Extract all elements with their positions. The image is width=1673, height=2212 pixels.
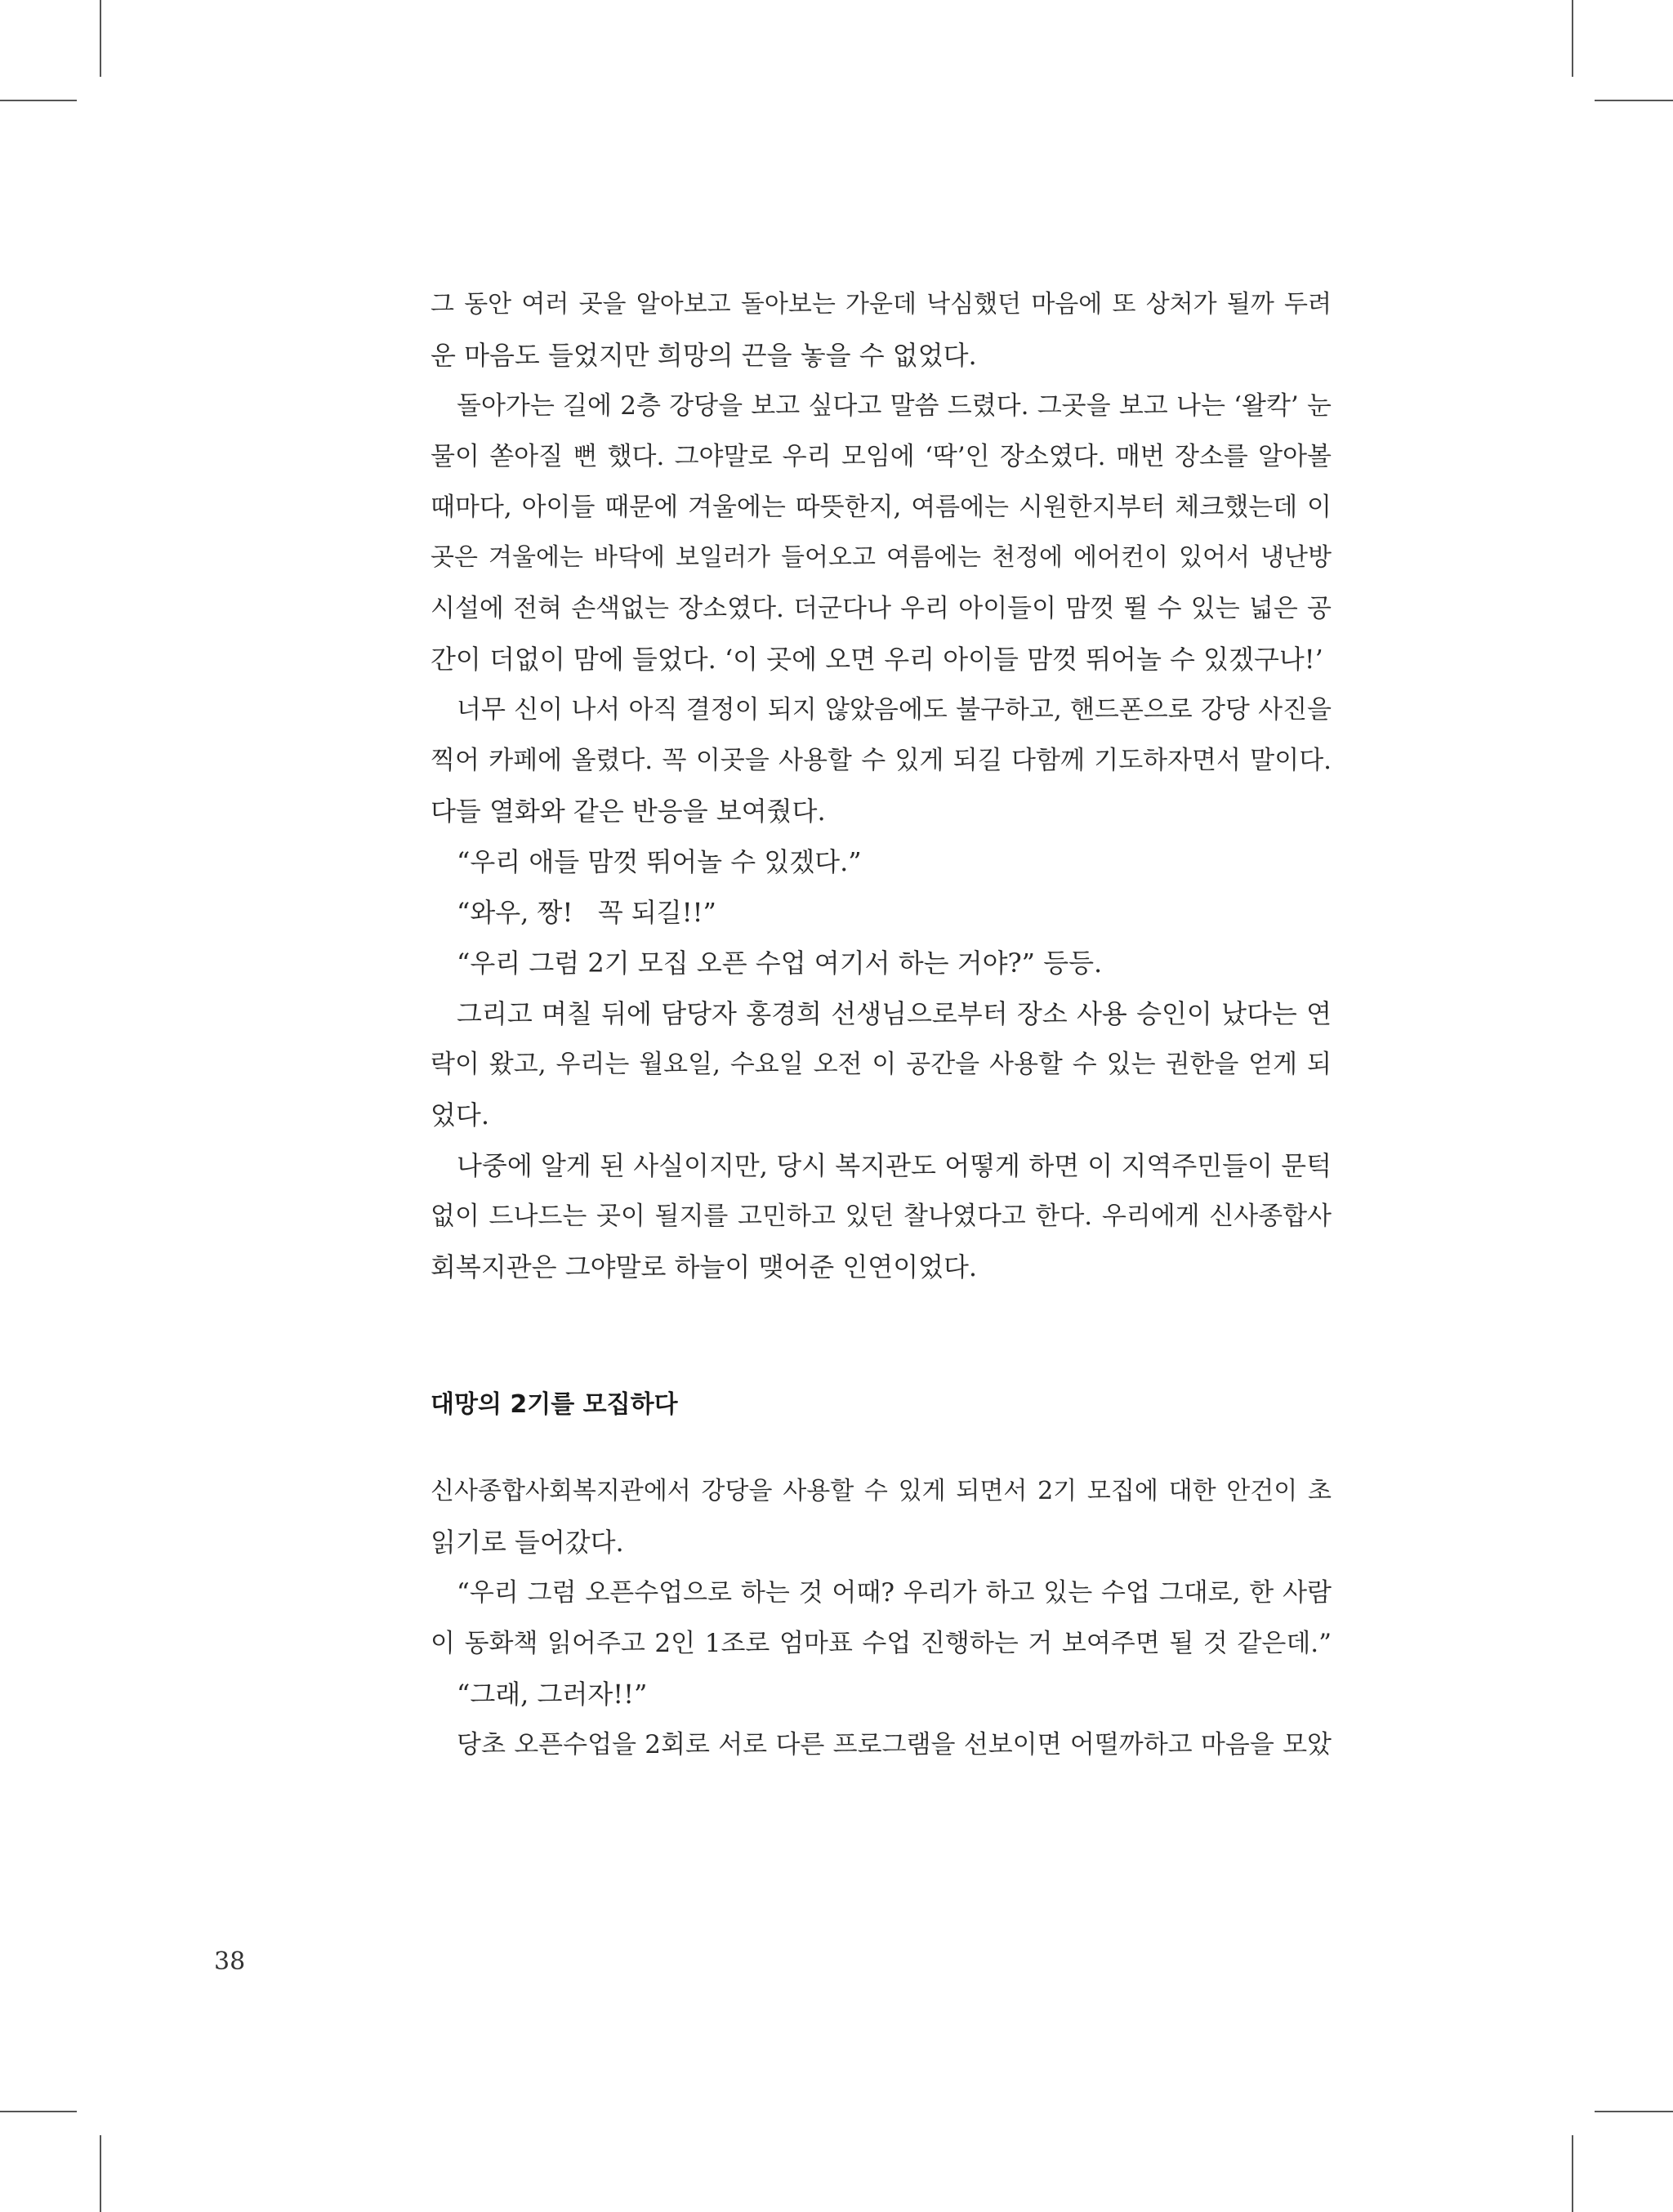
text-line: 간이 더없이 맘에 들었다. ‘이 곳에 오면 우리 아이들 맘껏 뛰어놀 수 있겠구나!’ [431,644,1323,675]
text-line: 물이 쏟아질 뻔 했다. 그야말로 우리 모임에 ‘딱’인 장소였다. 매번 장소를 알아볼 [431,442,1332,471]
text-line: 읽기로 들어갔다. [431,1527,624,1558]
crop-mark-bottom-left-horizontal [0,2111,77,2112]
text-line: 그 동안 여러 곳을 알아보고 돌아보는 가운데 낙심했던 마음에 또 상처가 될까 두려 [431,290,1332,319]
text-line: 돌아가는 길에 2층 강당을 보고 싶다고 말씀 드렸다. 그곳을 보고 나는 ‘왈칵’ 눈 [457,391,1332,421]
text-line: “우리 그럼 오픈수업으로 하는 것 어때? 우리가 하고 있는 수업 그대로, 한 사람 [457,1578,1332,1608]
crop-mark-top-right-vertical [1572,0,1573,77]
text-line: 운 마음도 들었지만 희망의 끈을 놓을 수 없었다. [431,340,977,371]
text-line: “와우, 짱! 꼭 되길!!” [457,897,716,928]
crop-mark-bottom-left-vertical [100,2135,101,2212]
crop-mark-top-left-vertical [100,0,101,77]
text-line: “우리 그럼 2기 모집 오픈 수업 여기서 하는 거야?” 등등. [457,948,1103,979]
text-line: 신사종합사회복지관에서 강당을 사용할 수 있게 되면서 2기 모집에 대한 안건이 초 [431,1477,1332,1505]
text-line: 없이 드나드는 곳이 될지를 고민하고 있던 찰나였다고 한다. 우리에게 신사종합사 [431,1202,1332,1231]
crop-mark-bottom-right-horizontal [1595,2111,1673,2112]
crop-mark-bottom-right-vertical [1572,2135,1573,2212]
text-line: 나중에 알게 된 사실이지만, 당시 복지관도 어떻게 하면 이 지역주민들이 문턱 [457,1150,1332,1181]
crop-mark-top-right-horizontal [1595,100,1673,101]
text-line: 었다. [431,1099,489,1131]
text-line: 그리고 며칠 뒤에 담당자 홍경희 선생님으로부터 장소 사용 승인이 났다는 연 [457,998,1332,1029]
text-line: 찍어 카페에 올렸다. 꼭 이곳을 사용할 수 있게 되길 다함께 기도하자면서 말이다. [431,746,1332,775]
text-line: 락이 왔고, 우리는 월요일, 수요일 오전 이 공간을 사용할 수 있는 권한을 얻게 되 [431,1050,1332,1079]
crop-mark-top-left-horizontal [0,100,77,101]
body-text-section-1 [431,279,1332,1292]
text-line: 때마다, 아이들 때문에 겨울에는 따뜻한지, 여름에는 시원한지부터 체크했는데 이 [431,493,1332,522]
text-line: 시설에 전혀 손색없는 장소였다. 더군다나 우리 아이들이 맘껏 뛸 수 있는 넓은 공 [431,594,1332,623]
text-line: 너무 신이 나서 아직 결정이 되지 않았음에도 불구하고, 핸드폰으로 강당 사진을 [457,695,1332,725]
body-text-section-2 [431,1466,1332,1770]
page-number: 38 [214,1947,246,1976]
text-line: 다들 열화와 같은 반응을 보여줬다. [431,796,826,827]
text-line: 곳은 겨울에는 바닥에 보일러가 들어오고 여름에는 천정에 에어컨이 있어서 냉난방 [431,543,1332,572]
text-line: 당초 오픈수업을 2회로 서로 다른 프로그램을 선보이면 어떨까하고 마음을 모았 [457,1730,1332,1759]
text-line: 회복지관은 그야말로 하늘이 맺어준 인연이었다. [431,1251,978,1282]
section-heading: 대망의 2기를 모집하다 [431,1390,678,1419]
text-line: “그래, 그러자!!” [457,1679,648,1710]
text-line: 이 동화책 읽어주고 2인 1조로 엄마표 수업 진행하는 거 보여주면 될 것 같은데.” [431,1629,1332,1658]
text-line: “우리 애들 맘껏 뛰어놀 수 있겠다.” [457,846,862,877]
